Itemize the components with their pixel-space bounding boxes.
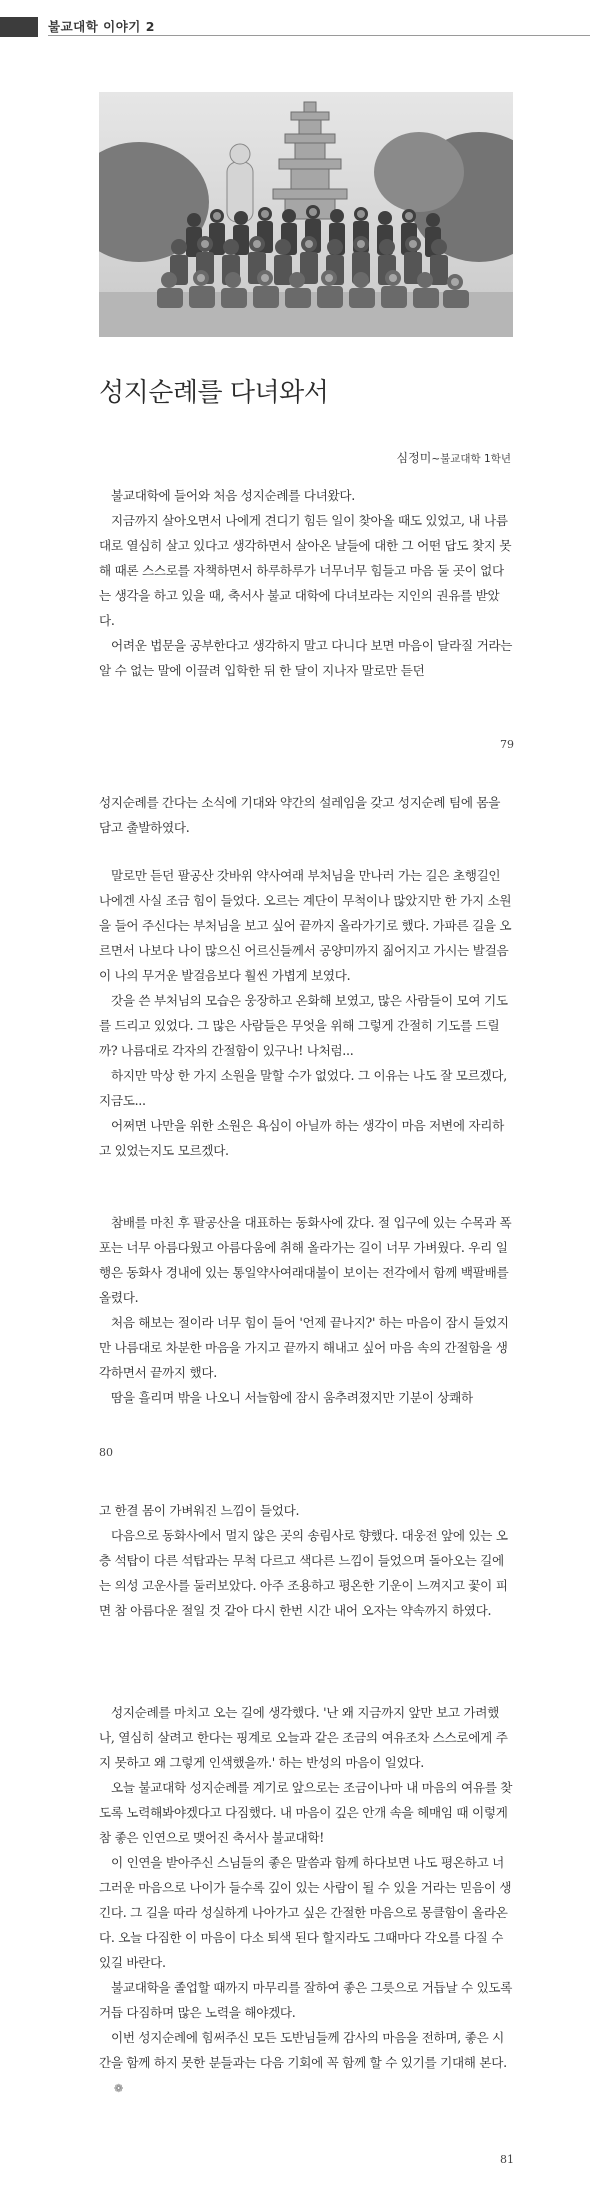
- page-number: 79: [500, 738, 514, 751]
- paragraph: 땀을 흘리며 밖을 나오니 서늘함에 잠시 움추려졌지만 기분이 상쾌하: [111, 1390, 473, 1405]
- header-bar: [0, 17, 38, 37]
- paragraph: 고 한결 몸이 가벼워진 느낌이 들었다.: [99, 1503, 300, 1518]
- paragraph: 다음으로 동화사에서 멀지 않은 곳의 송림사로 향했다. 대웅전 앞에 있는 오층 석탑이 다른 석탑과는 무척 다르고 색다른 느낌이 들었으며 돌아오는 길에는 의성 고운사를 둘러보았다. 아주 조용하고 평온한 기운이 느껴지고 꽃이 피면 참 아름다운 절일 것 같아 다시 한번 시간 내어 오자는 약속까지 하였다.: [99, 1528, 508, 1618]
- paragraph: 이 인연을 받아주신 스님들의 좋은 말씀과 함께 하다보면 나도 평온하고 너그러운 마음으로 나이가 들수록 깊이 있는 사람이 될 수 있을 거라는 믿음이 생긴다. 그 길을 따라 성실하게 나아가고 싶은 간절한 마음으로 몽클함이 올라온다. 오늘 다짐한 이 마음이 다소 퇴색 된다 할지라도 그때마다 각오를 다질 수 있길 바란다.: [99, 1855, 512, 1970]
- paragraph: [99, 2025, 513, 2101]
- author-name: 심정미: [396, 451, 432, 465]
- body-block-6: [99, 1700, 513, 2101]
- paragraph: 불교대학을 졸업할 때까지 마무리를 잘하여 좋은 그릇으로 거듭날 수 있도록 거듭 다짐하며 많은 노력을 해야겠다.: [99, 1980, 513, 2020]
- author-line: [397, 449, 511, 466]
- paragraph: 성지순례를 마치고 오는 길에 생각했다. '난 왜 지금까지 앞만 보고 가려했나, 열심히 살려고 한다는 핑계로 오늘과 같은 조금의 여유조차 스스로에게 주지 못하고 왜 그렇게 인색했을까.' 하는 반성의 마음이 일었다.: [99, 1705, 508, 1770]
- closing-mark-icon: ❁: [114, 2082, 123, 2095]
- page-number: 81: [500, 2153, 514, 2166]
- paragraph: 어려운 법문을 공부한다고 생각하지 말고 다니다 보면 마음이 달라질 거라는 알 수 없는 말에 이끌려 입학한 뒤 한 달이 지나자 말로만 듣던: [99, 638, 513, 678]
- body-block-2: [99, 790, 513, 840]
- body-block-5: [99, 1498, 513, 1623]
- running-header: [0, 0, 590, 44]
- paragraph: 지금까지 살아오면서 나에게 견디기 힘든 일이 찾아올 때도 있었고, 내 나름대로 열심히 살고 있다고 생각하면서 살아온 날들에 대한 그 어떤 답도 찾지 못해 때론 스스로를 자책하면서 하루하루가 너무너무 힘들고 마음 둘 곳이 없다는 생각을 하고 있을 때, 축서사 불교 대학에 다녀보라는 지인의 권유를 받았다.: [99, 513, 512, 628]
- header-rule: [48, 35, 590, 36]
- paragraph: 불교대학에 들어와 처음 성지순례를 다녀왔다.: [111, 488, 355, 503]
- author-affiliation: ~불교대학 1학년: [431, 453, 511, 465]
- body-block-4: [99, 1210, 513, 1410]
- body-block-1: [99, 483, 513, 683]
- paragraph: 오늘 불교대학 성지순례를 계기로 앞으로는 조금이나마 내 마음의 여유를 찾도록 노력해봐야겠다고 다짐했다. 내 마음이 깊은 안개 속을 헤매임 때 이렇게 참 좋은 인연으로 맺어진 축서사 불교대학!: [99, 1780, 513, 1845]
- article-title: 성지순례를 다녀와서: [99, 378, 329, 408]
- paragraph: 처음 해보는 절이라 너무 힘이 들어 '언제 끝나지?' 하는 마음이 잠시 들었지만 나름대로 차분한 마음을 가지고 끝까지 해내고 싶어 마음 속의 간절함을 생각하면서 끝까지 했다.: [99, 1315, 509, 1380]
- paragraph: 어쩌면 나만을 위한 소원은 욕심이 아닐까 하는 생각이 마음 저변에 자리하고 있었는지도 모르겠다.: [99, 1118, 504, 1158]
- paragraph: 갓을 쓴 부처님의 모습은 웅장하고 온화해 보였고, 많은 사람들이 모여 기도를 드리고 있었다. 그 많은 사람들은 무엇을 위해 그렇게 간절히 기도를 드릴까? 나름대로 각자의 간절함이 있구나! 나처럼...: [99, 993, 508, 1058]
- paragraph: 말로만 듣던 팔공산 갓바위 약사여래 부처님을 만나러 가는 길은 초행길인 나에겐 사실 조금 힘이 들었다. 오르는 계단이 무척이나 많았지만 한 가지 소원을 들어 주신다는 부처님을 보고 싶어 끝까지 올라가기로 했다. 가파른 길을 오르면서 나보다 나이 많으신 어르신들께서 공양미까지 짊어지고 가시는 발걸음이 나의 무거운 발걸음보다 훨씬 가볍게 보였다.: [99, 868, 512, 983]
- body-block-3: [99, 863, 513, 1163]
- group-photo: [99, 92, 513, 337]
- closing-paragraph-text: 이번 성지순례에 힘써주신 모든 도반님들께 감사의 마음을 전하며, 좋은 시간을 함께 하지 못한 분들과는 다음 기회에 꼭 함께 할 수 있기를 기대해 본다.: [99, 2030, 507, 2070]
- paragraph: 참배를 마친 후 팔공산을 대표하는 동화사에 갔다. 절 입구에 있는 수목과 폭포는 너무 아름다웠고 아름다움에 취해 올라가는 길이 너무 가벼웠다. 우리 일행은 동화사 경내에 있는 통일약사여래대불이 보이는 전각에서 함께 백팔배를 올렸다.: [99, 1215, 512, 1305]
- page-number: 80: [99, 1446, 113, 1459]
- paragraph: 성지순례를 간다는 소식에 기대와 약간의 설레임을 갖고 성지순례 팀에 몸을 담고 출발하였다.: [99, 795, 501, 835]
- paragraph: 하지만 막상 한 가지 소원을 말할 수가 없었다. 그 이유는 나도 잘 모르겠다, 지금도...: [99, 1068, 507, 1108]
- section-title: 불교대학 이야기 2: [48, 19, 155, 34]
